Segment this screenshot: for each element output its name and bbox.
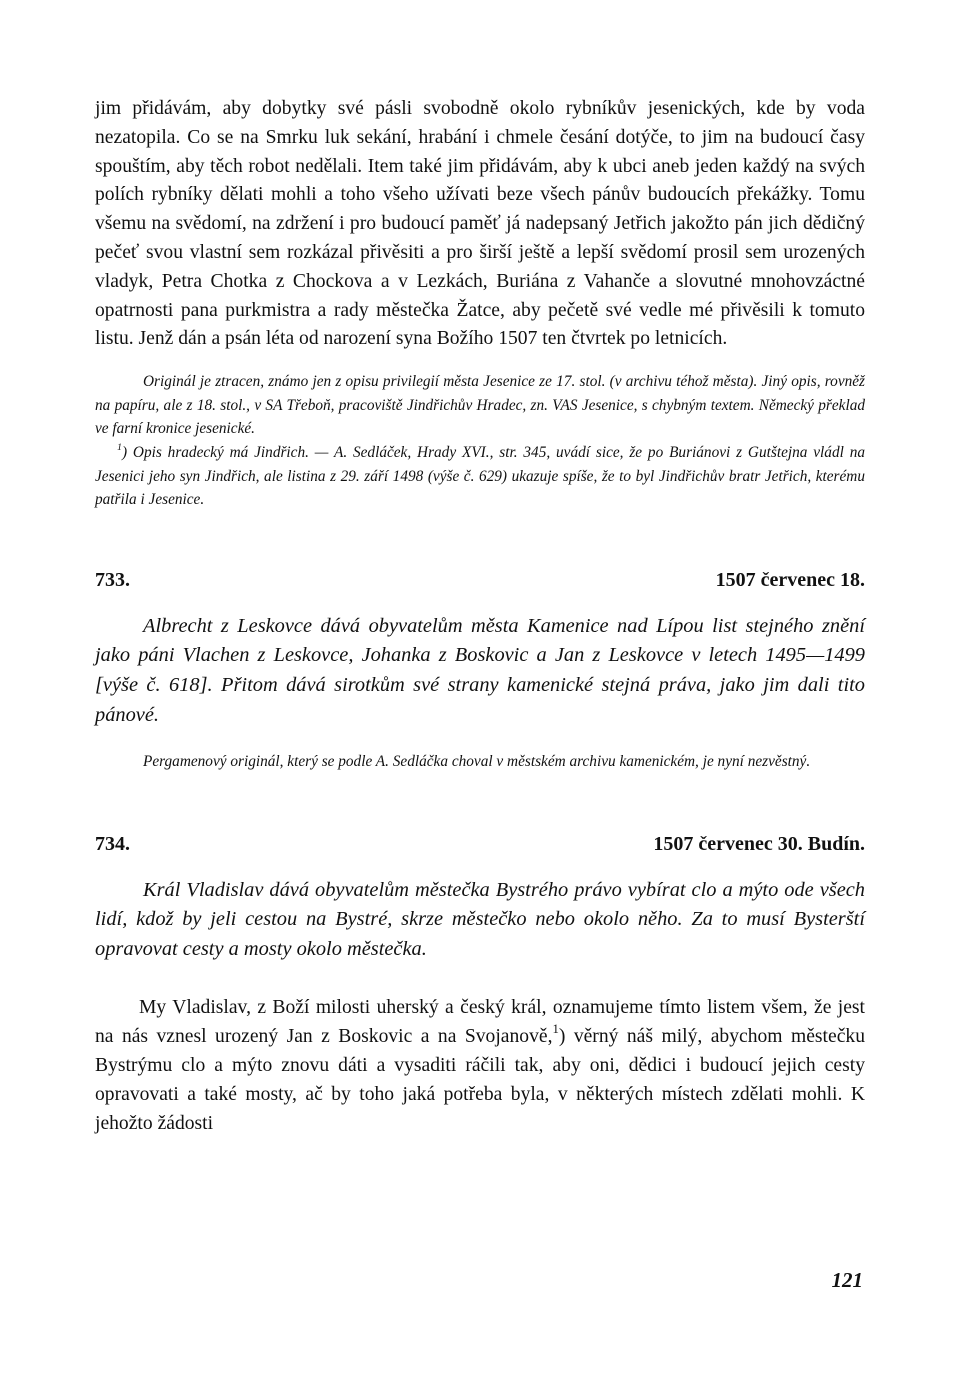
entry-date: 1507 červenec 18. — [715, 568, 865, 591]
entry-734-text — [95, 994, 865, 1138]
entry-text-start: My Vladislav, z Boží milosti uherský a český král, oznamujeme tímto listem všem, že jest na nás vznesl urozený Jan z Boskovic a na Svojanově, — [95, 997, 865, 1048]
entry-text-rest: ) věrný náš milý, abychom městečku Bystrýmu clo a mýto znovu dáti a vysaditi ráčili tak, aby oni, dědici i budoucí jejich cesty opravovati a také mosty, ač by toho jaká potřeba byla, v některých místech zdělati mohli. K jehožto žádosti — [95, 1026, 865, 1134]
entry-733-heading — [95, 566, 865, 594]
entry-733-summary: Albrecht z Leskovce dává obyvatelům města Kamenice nad Lípou list stejného znění jako páni Vlachen z Leskovce, Johanka z Boskovic a Jan z Leskovce v letech 1495—1499 [výše č. 618]. Přitom dává sirotkům své strany kamenické stejná práva, jako jim dali tito pánové. — [95, 614, 865, 726]
footnote-marker: 1 — [552, 1022, 559, 1037]
entry-date: 1507 červenec 30. Budín. — [653, 832, 865, 855]
footnote-marker: 1 — [117, 441, 122, 453]
entry-733-note: Pergamenový originál, který se podle A. Sedláčka choval v městském archivu kamenickém, je nyní nezvěstný. — [143, 753, 811, 771]
entry-number: 734. — [95, 832, 130, 855]
intro-paragraph: jim přidávám, aby dobytky své pásli svobodně okolo rybníkův jesenických, kde by voda nezatopila. Co se na Smrku luk sekání, hrabání i chmele česání dotýče, to jim na budoucí časy spouštím, aby těch robot nedělali. Item také jim přidávám, aby k ubci aneb jeden každý na svých polích rybníky dělati mohli a toho všeho užívati beze všech pánův budoucích překážky. Tomu všemu na svědomí, na zdržení i pro budoucí paměť já nadepsaný Jetřich jakožto pán jich dědičný pečeť svou vlastní sem rozkázal přivěsiti a pro širší ještě a lepší svědomí prosil sem urozených vladyk, Petra Chotka z Chockova a v Lezkách, Buriána z Vahanče a slovutné mnohovzáctné opatrnosti pana purkmistra a rady městečka Žatce, aby pečetě své vedle mé přivěsili k tomuto listu. Jenž dán a psán léta od narození syna Božího 1507 ten čtvrtek po letnicích. — [95, 98, 865, 350]
footnote-text: ) Opis hradecký má Jindřich. — A. Sedláček, Hrady XVI., str. 345, uvádí sice, že po Buriánovi z Gutštejna vládl na Jesenici jeho syn Jindřich, ale listina z 29. září 1498 (výše č. 629) ukazuje spíše, že to byl Jindřichův bratr Jetřich, kterému patřila i Jesenice. — [95, 443, 865, 509]
page-number: 121 — [831, 1268, 863, 1292]
entry-number: 733. — [95, 568, 130, 591]
entry-734-summary: Král Vladislav dává obyvatelům městečka Bystrého právo vybírat clo a mýto ode všech lidí, kdož by jeli cestou na Bystré, skrze městečko nebo okolo něho. Za to musí Bysterští opravovat cesty a mosty okolo městečka. — [95, 878, 865, 960]
source-note: Originál je ztracen, známo jen z opisu privilegií města Jesenice ze 17. stol. (v archivu téhož města). Jiný opis, rovněž na papíru, ale z 18. stol., v SA Třeboň, pracoviště Jindřichův Hradec, zn. VAS Jesenice, s chybným textem. Německý překlad ve farní kronice jesenické. — [95, 373, 865, 438]
document-page — [95, 95, 865, 1138]
footnote — [95, 441, 865, 512]
entry-734-heading — [95, 830, 865, 858]
